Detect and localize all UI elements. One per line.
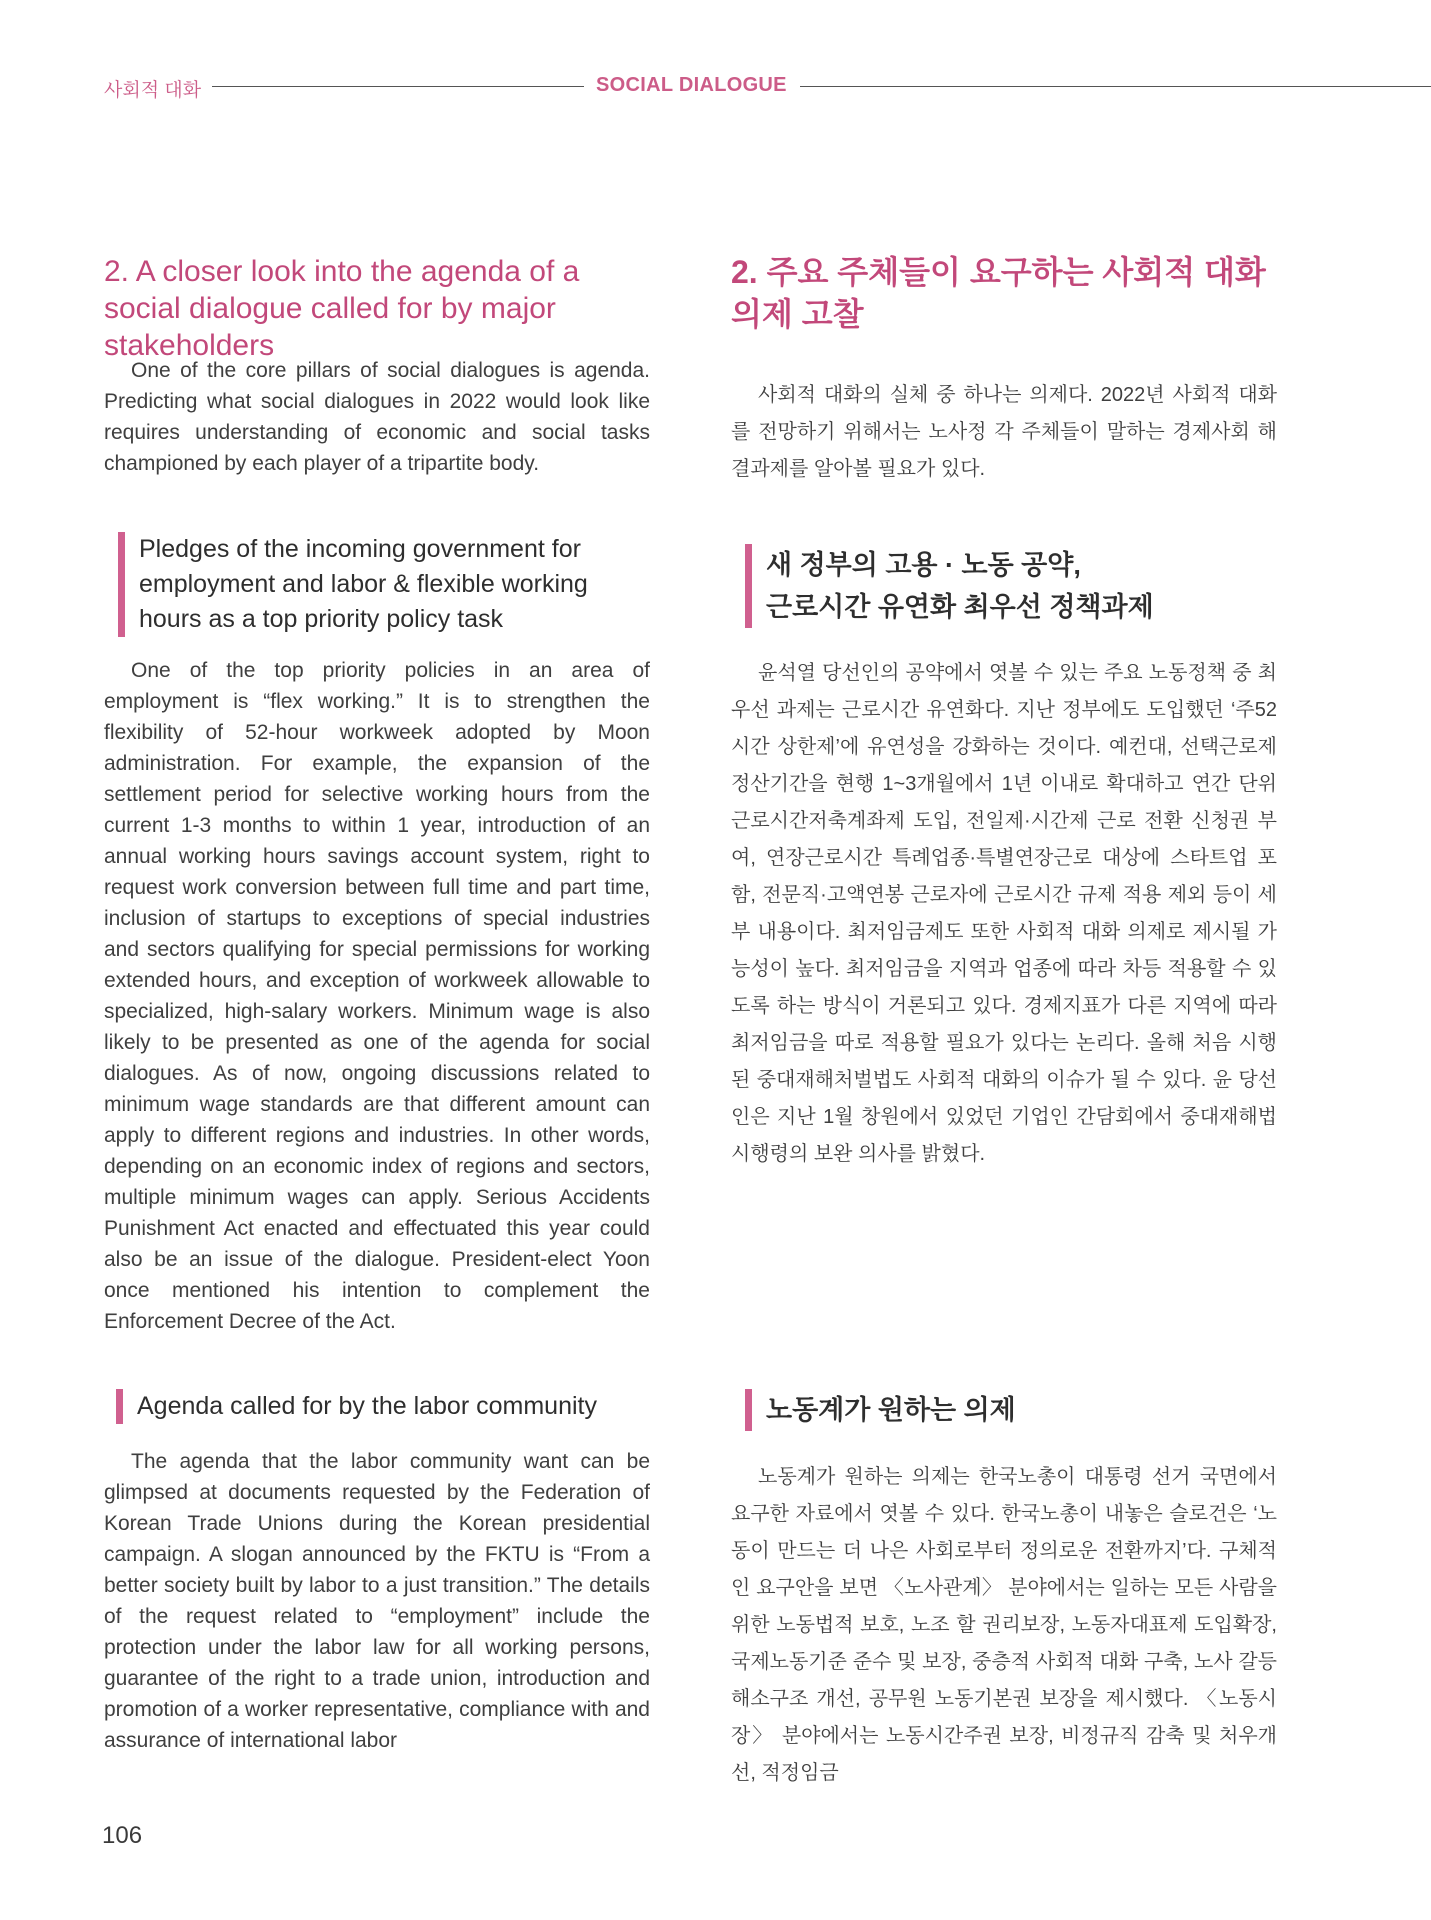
page-number: 106	[102, 1822, 143, 1849]
english-section-title: 2. A closer look into the agenda of a social dialogue called for by major stakeholders	[104, 255, 580, 362]
english-body-2-block	[104, 1446, 650, 1756]
korean-subheading-1-line-2: 근로시간 유연화 최우선 정책과제	[766, 592, 1154, 622]
english-subheading-1: Pledges of the incoming government for employment and labor & flexible working hours as a top priority policy task	[118, 532, 631, 637]
korean-body-paragraph-1: 윤석열 당선인의 공약에서 엿볼 수 있는 주요 노동정책 중 최우선 과제는 근로시간 유연화다. 지난 정부에도 도입했던 ‘주52시간 상한제’에 유연성을 강화하는 것이다. 예컨대, 선택근로제 정산기간을 현행 1~3개월에서 1년 이내로 확대하고 연간 단위 근로시간저축계좌제 도입, 전일제·시간제 근로 전환 신청권 부여, 연장근로시간 특례업종·특별연장근로 대상에 스타트업 포함, 전문직·고액연봉 근로자에 근로시간 규제 적용 제외 등이 세부 내용이다. 최저임금제도 또한 사회적 대화 의제로 제시될 가능성이 높다. 최저임금을 지역과 업종에 따라 차등 적용할 수 있도록 하는 방식이 거론되고 있다. 경제지표가 다른 지역에 따라 최저임금을 따로 적용할 필요가 있다는 논리다. 올해 처음 시행된 중대재해처벌법도 사회적 대화의 이슈가 될 수 있다. 윤 당선인은 지난 1월 창원에서 있었던 기업인 간담회에서 중대재해법 시행령의 보완 의사를 밝혔다.	[731, 662, 1277, 1165]
korean-section-title-block	[731, 251, 1277, 335]
korean-subheading-2: 노동계가 원하는 의제	[745, 1389, 1266, 1431]
korean-subheading-1-line-1: 새 정부의 고용 · 노동 공약,	[766, 550, 1081, 580]
english-column	[104, 0, 650, 1800]
running-head-english: SOCIAL DIALOGUE	[596, 74, 787, 96]
korean-subheading-1	[745, 544, 1266, 628]
running-head-korean: 사회적 대화	[104, 80, 202, 101]
english-body-1-block	[104, 655, 650, 1337]
english-body-paragraph-2: The agenda that the labor community want can be glimpsed at documents requested by the Federation of Korean Trade Unions during the Korean presidential campaign. A slogan announced by the FKTU is “From a better society built by labor to a just transition.” The details of the request related to “employment” include the protection under the labor law for all working persons, guarantee of the right to a trade union, introduction and promotion of a worker representative, compliance with and assurance of international labor	[104, 1450, 650, 1752]
korean-body-2-block	[731, 1459, 1277, 1792]
korean-body-1-block	[731, 655, 1277, 1173]
english-section-title-block	[104, 253, 650, 364]
korean-intro-block	[731, 377, 1277, 488]
english-intro-paragraph: One of the core pillars of social dialogues is agenda. Predicting what social dialogues in 2022 would look like requires understanding of economic and social tasks championed by each player of a tripartite body.	[104, 359, 650, 475]
english-subheading-2: Agenda called for by the labor community	[116, 1389, 657, 1424]
korean-section-title: 2. 주요 주체들이 요구하는 사회적 대화 의제 고찰	[731, 254, 1266, 332]
english-intro-block	[104, 355, 650, 479]
korean-intro-paragraph: 사회적 대화의 실체 중 하나는 의제다. 2022년 사회적 대화를 전망하기 위해서는 노사정 각 주체들이 말하는 경제사회 해결과제를 알아볼 필요가 있다.	[731, 384, 1277, 480]
korean-body-paragraph-2: 노동계가 원하는 의제는 한국노총이 대통령 선거 국면에서 요구한 자료에서 엿볼 수 있다. 한국노총이 내놓은 슬로건은 ‘노동이 만드는 더 나은 사회로부터 정의로운 전환까지’다. 구체적인 요구안을 보면 〈노사관계〉 분야에서는 일하는 모든 사람을 위한 노동법적 보호, 노조 할 권리보장, 노동자대표제 도입확장, 국제노동기준 준수 및 보장, 중층적 사회적 대화 구축, 노사 갈등 해소구조 개선, 공무원 노동기본권 보장을 제시했다. 〈노동시장〉 분야에서는 노동시간주권 보장, 비정규직 감축 및 처우개선, 적정임금	[731, 1466, 1277, 1784]
korean-column	[731, 0, 1277, 1800]
english-body-paragraph-1: One of the top priority policies in an area of employment is “flex working.” It is to strengthen the flexibility of 52-hour workweek adopted by Moon administration. For example, the expansion of the settlement period for selective working hours from the current 1-3 months to within 1 year, introduction of an annual working hours savings account system, right to request work conversion between full time and part time, inclusion of startups to exceptions of special industries and sectors qualifying for special permissions for working extended hours, and exception of workweek allowable to specialized, high-salary workers. Minimum wage is also likely to be presented as one of the agenda for social dialogues. As of now, ongoing discussions related to minimum wage standards are that different amount can apply to different regions and industries. In other words, depending on an economic index of regions and sectors, multiple minimum wages can apply. Serious Accidents Punishment Act enacted and effectuated this year could also be an issue of the dialogue. President-elect Yoon once mentioned his intention to complement the Enforcement Decree of the Act.	[104, 659, 650, 1333]
